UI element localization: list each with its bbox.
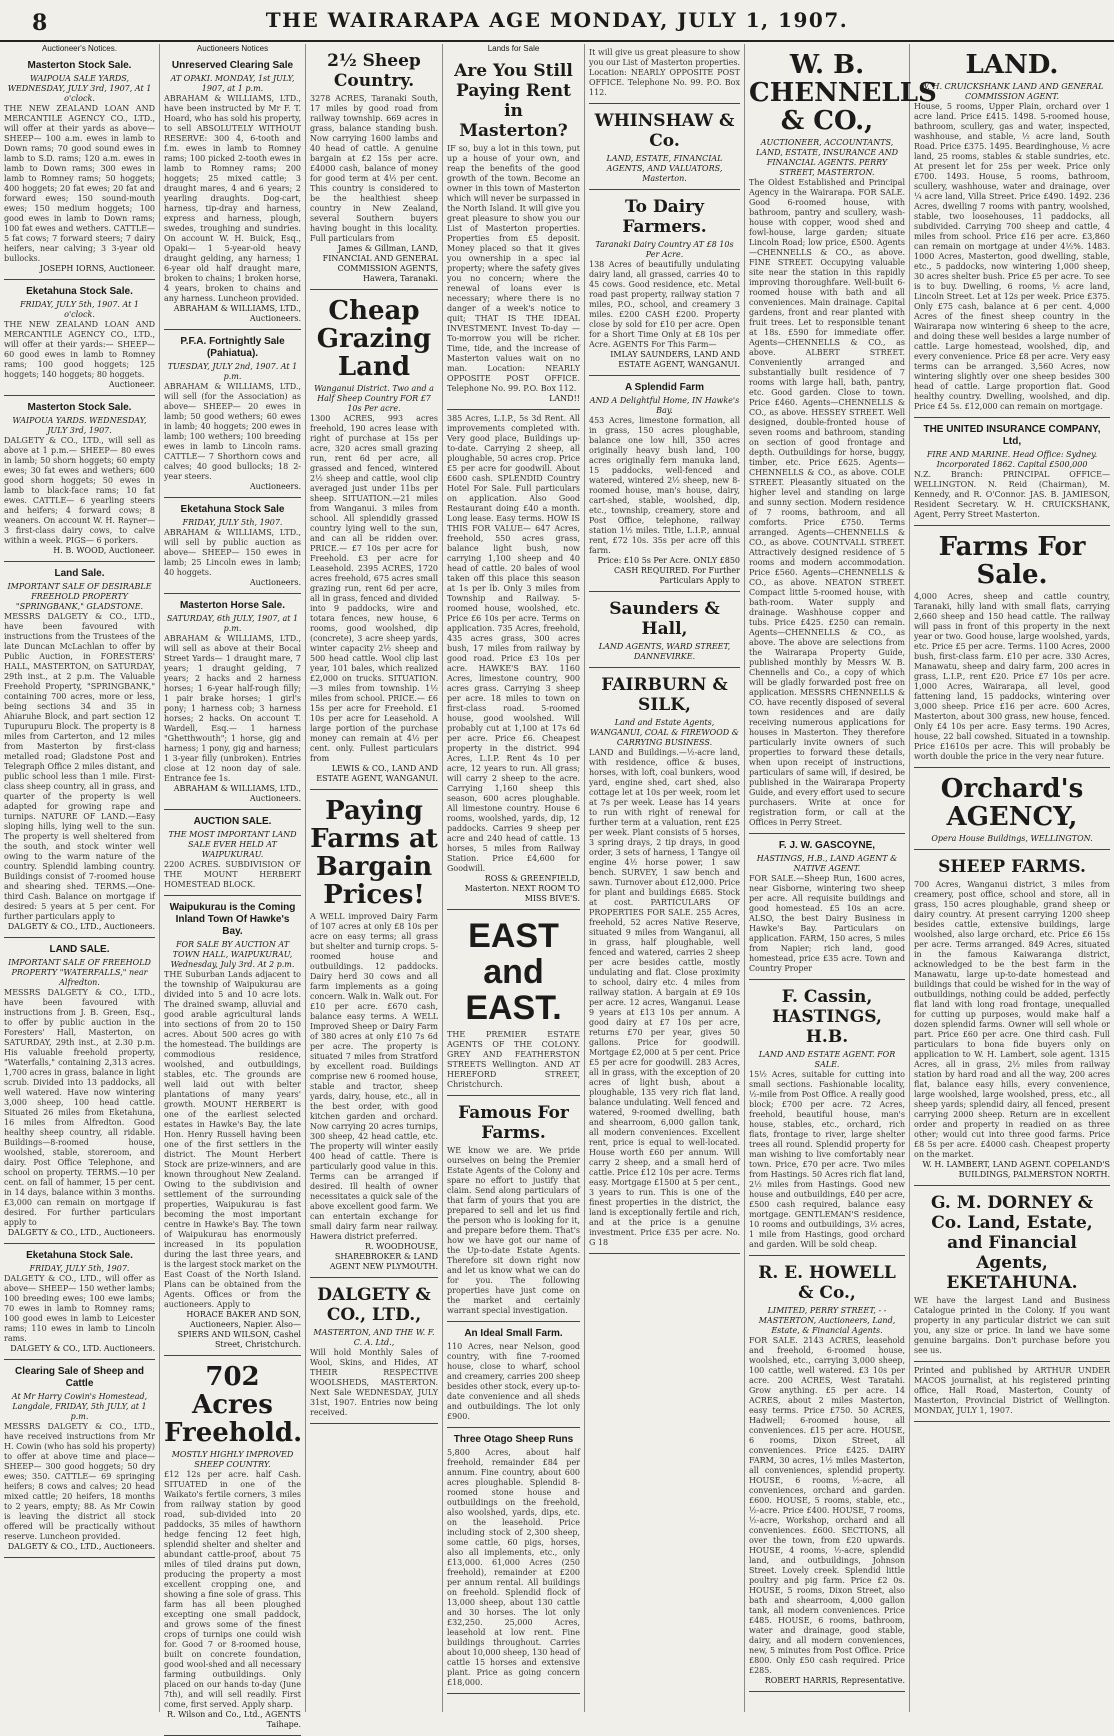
advertisement	[4, 1360, 155, 1558]
ad-heading: An Ideal Small Farm.	[464, 1328, 563, 1339]
ad-subheading: LAND AND ESTATE AGENT. FOR SALE.	[758, 1050, 896, 1069]
ad-body: It will give us great pleasure to show you our List of Masterton properties. Location: NEARLY OPPOSITE POST OFFICE. Telephone No. 99. P.O. Box 112.	[589, 48, 740, 97]
ad-subheading: HASTINGS, H.B., LAND AGENT & NATIVE AGENT.	[756, 854, 898, 873]
ad-body: 453 Acres, limestone formation, all in grass, 150 acres ploughable, balance one low hill, 350 acres originally heavy bush land, 100 acres originally fern manuka land, 15 paddocks, well-fenced and watered, wintered 2½ sheep, new 8-roomed house, man's house, dairy, cart-shed, stable, woolshed, dip, etc., township, creamery, store and Post Office, telephone, railway station 1½ miles. Title, L.I.P., annual rent, £72 10s. 35s per acre off this farm.	[589, 416, 740, 555]
ad-subheading: Opera House Buildings, WELLINGTON.	[931, 834, 1093, 843]
ad-body: THE Suburban Lands adjacent to the township of Waipukurau are divided into 5 and 10 acre lots. The drained swamp, alluvial and good arable agricultural lands into sections of from 20 to 150 acres. About 500 acres go with the homestead. The buildings are commodious residence, woolshed, and outbuildings, stables, etc. The grounds are well laid out with belter plantations of many years' growth. MOUNT HERBERT is one of the earliest selected estates in Hawke's Bay, the late Hon. Henry Russell having been one of the first settlers in the district. The Mount Herbert Stock are prize-winners, and are known throughout New Zealand. Owing to the subdivision and settlement of the surrounding properties, Waipukurau is fast becoming the most important centre in Hawke's Bay. The town of Waipukurau has enormously increased in its population during the last three years, and is the largest stock market on the East Coast of the North Island. Plans can be obtained from the Agents. Offices or from the auctioneers. Apply to	[164, 970, 301, 1309]
ad-heading: Eketahuna Stock Sale.	[26, 286, 133, 297]
ad-heading: Three Otago Sheep Runs	[453, 1434, 574, 1445]
ad-heading: Masterton Stock Sale.	[27, 402, 132, 413]
ad-signature: Auctioneers.	[249, 482, 301, 491]
ad-subheading: AUCTIONEER, ACCOUNTANTS, LAND, ESTATE, INSURANCE AND FINANCIAL AGENTS. PERRY STREET, MASTERTON.	[755, 138, 898, 177]
ad-heading: DALGETY & CO., LTD.,	[317, 1285, 431, 1325]
ad-signature: DALGETY & CO., LTD., Auctioneers.	[7, 922, 155, 931]
advertisement	[164, 54, 301, 330]
ad-body: 1300 ACRES, 993 acres freehold, 190 acres lease with right of purchase at 15s per acre, 320 acres small grazing run, rent 6d per acre, all grassed and fenced, wintered 2½ sheep and cattle, wool clip averaged just under 11bs per sheep. SITUATION.—21 miles from Wanganui. 3 miles from school. All splendidly grassed country lying well to the sun, and can all be ridden over. PRICE.— £7 10s per acre for Freehold. £3 per acre for Leasehold. 2395 ACRES, 1720 acres freehold, 675 acres small grazing run, rent 6d per acre, all in grass, fenced and divided into 9 paddocks, wire and totara fences, new house, 6 rooms, good woolshed, dip (concrete), 3 acre sheep yards, winter capacity 2½ sheep and 500 head cattle. Wool clip last year, 101 bales, which realized £2,000 on trucks. SITUATION.—3 miles from township. 1½ miles from school. PRICE.— £6 15s per acre for Freehold. £1 10s per acre for Leasehold. A large portion of the purchase money can remain at 4½ per cent. only. Fullest particulars from	[310, 414, 438, 763]
ad-subheading: Land and Estate Agents, WANGANUI, COAL & FIREWOOD & CARRYING BUSINESS.	[590, 718, 739, 747]
ad-subheading: FRIDAY, JULY 5th, 1907.	[182, 518, 283, 527]
ad-subheading: MASTERTON, AND THE W. F. C. A. Ltd.,	[313, 1328, 435, 1347]
ad-signature: ROBERT HARRIS, Representative.	[764, 1676, 905, 1685]
ad-heading: Masterton Horse Sale.	[179, 600, 286, 611]
advertisement	[4, 1244, 155, 1360]
ad-body: 138 Acres of beautifully undulating dairy land, all grassed, carries 40 to 45 cows. Good residence, etc. Metal road past property, railway station 7 miles, P.O., school, and creamery 3 miles. £200 CASH £200. Property close by sold for £10 per acre. Open for a Short Time Only at £8 10s per Acre. AGENTS For This Farm—	[589, 260, 740, 349]
column-kicker: Auctioneers Notices	[196, 44, 269, 53]
ad-signature: Price: £10 5s Per Acre. ONLY £850 CASH REQUIRED. For Further Particulars Apply to	[597, 556, 740, 585]
ad-heading: Famous For Farms.	[458, 1103, 569, 1143]
ad-body: THE NEW ZEALAND LOAN AND MERCANTILE AGENCY CO., LTD., will offer at their yards:— SHEEP— 60 good ewes in lamb to Romney rams; 100 good hoggets; 125 hoggets; 140 hoggets; 80 hoggets.	[4, 320, 155, 379]
ad-subheading: THE MOST IMPORTANT LAND SALE EVER HELD AT WAIPUKURAU.	[168, 830, 297, 859]
ad-signature: ABRAHAM & WILLIAMS, LTD., Auctioneers.	[173, 784, 301, 803]
ad-heading: F. J. W. GASCOYNE,	[778, 840, 876, 851]
ad-body: A WELL improved Dairy Farm of 107 acres at only £8 10s per acre on easy terms; all grass but shelter and turnip crops. 5-roomed house and outbuildings. 12 paddocks. Dairy herd 30 cows and all farm implements as a going concern. Walk in. Walk out. For £10 per acre. £670 cash, balance easy terms. A WELL Improved Sheep or Dairy Farm of 380 acres at only £10 7s 6d per acre. The property is situated 7 miles from Stratford by excellent road. Buildings comprise new 6 roomed house, stable and tractor, sheep yards, dairy, house, etc., all in the best order, with good kitchen garden and orchard. Now carrying 20 acres turnips, 300 sheep, 42 head cattle, etc. The property will winter easily 400 head of cattle. There is particularly good value in this. Terms can be arranged if desired. Ill health of owner necessitates a quick sale of the above excellent good farm. We can entertain exchange for small dairy farm near railway. Hawera district preferred.	[310, 912, 438, 1241]
advertisement	[310, 290, 438, 790]
advertisement	[914, 526, 1110, 768]
ad-body: DALGETY & CO., LTD., will offer as above— SHEEP— 150 wether lambs; 100 breeding ewes; 100 ewe lambs; 70 ewes in lamb to Romney rams; 100 good ewes in lamb to Leicester rams; 110 ewes in lamb to Lincoln rams.	[4, 1274, 155, 1343]
ad-subheading: Wanganui District. Two and a Half Sheep Country FOR £7 10s Per acre.	[314, 384, 434, 413]
ad-signature: R. Wilson and Co., Ltd., AGENTS Taihape.	[166, 1710, 301, 1729]
ad-body: ABRAHAM & WILLIAMS, LTD., have been instructed by Mr F. T. Hoard, who has sold his property, to sell ABSOLUTELY WITHOUT RESERVE: 300 4, 6-tooth and f.m. ewes in lamb to Romney rams; 100 picked 2-tooth ewes in lamb to Romney rams; 200 hoggets; 25 mixed cattle; 3 draught mares, 4 and 6 years; 2 yearling draughts. Dog-cart, harness, tip-dray and harness, express and harness, plough, swedes, troughing and sundries. On account W. H. Buick, Esq., Opaki— 1 5-year-old heavy draught gelding, any harness; 1 6-year old half draught mare, broken to chains; 1 broken horse, 4 years, broken to chains and any harness. Luncheon provided.	[164, 94, 301, 303]
ad-body: IF so, buy a lot in this town, put up a house of your own, and reap the benefits of the good growth of the town. Become an owner in this town of Masterton which will never be surpassed in the North Island. It will give you great pleasure to show you our List of Masterton properties. Properties from £5 deposit. Money placed so that it gives you ownership in a spec ial property; where the safety gives you no concern; where the renewal of loans ever is necessary; where there is no danger of a week's notice to quit; THAT IS THE IDEAL INVESTMENT. Invest To-day — To-morrow you will be richer. Time, tide, and the increase of Masterton values wait on no man. Location: NEARLY OPPOSITE POST OFFICE. Telephone No. 99. P.O. Box 112.	[447, 144, 580, 393]
ad-subheading: IMPORTANT SALE OF FREEHOLD PROPERTY "WATERFALLS," near Alfredton.	[8, 958, 151, 987]
ad-heading: P.F.A. Fortnightly Sale (Pahiatua).	[180, 336, 285, 359]
ad-body: 385 Acres, L.I.P., 5s 3d Rent. All improvements completed with. Very good place, Buildings up-to-date. Carrying 2 sheep, all ploughable, 50 acres crop. Price £5 per acre for goodwill. About £600 cash. SPLENDID Country Hotel For Sale. Full particulars on application. Also Good Restaurant doing £40 a month. Long lease. Easy terms. HOW IS THIS FOR VALUE— 647 Acres, freehold, 550 acres grass, balance light bush, now carrying 1,100 sheep and 40 head of cattle. 20 bales of wool taken off this place this season at 1s per lb. Only 3 miles from Township and Railway. 5-roomed house, woolshed, etc. Price £6 10s per acre. Terms on application. 735 Acres, freehold, 435 acres grass, 300 acres bush, 17 miles from railway by good road. Price £3 10s per acre. HAWKE'S BAY. 1160 Acres, limestone country, 900 acres grass. Carrying 3 sheep per acre. 18 miles to town on first-class road. 5-roomed house, good woolshed. Will probably cut at 1,100 at 17s 6d per acre. Price £6. Cheapest property in the district. 994 Acres, L.I.P. Rent 4s 10 per acre, 12 years to run. All grass; will carry 2 sheep to the acre. Carrying 1,160 sheep this season, 600 acres ploughable. All limestone country. House 6 rooms, woolshed, yards, dip, 12 paddocks. Carries 9 sheep per acre and 240 head of cattle. 13 horses, 5 miles from Railway Station. Price £4,600 for Goodwill.	[447, 414, 580, 873]
ad-signature: HORACE BAKER AND SON, Auctioneers, Napier. Also— SPIERS AND WILSON, Cashel Street, Christchurch.	[177, 1310, 301, 1349]
column-6	[745, 44, 937, 1712]
ad-heading: R. E. HOWELL & Co.,	[758, 1263, 896, 1303]
advertisement	[164, 810, 301, 896]
ad-subheading: WAIPOUA SALE YARDS, WEDNESDAY, JULY 3rd, 1907, At 1 o'clock.	[7, 74, 152, 103]
ad-body: 5,800 Acres, about half freehold, remainder £84 per annum. Fine country, about 600 acres ploughable. Splendid 8-roomed stone house and outbuildings on the freehold, also woolshed, yards, dips, etc. on the leasehold. Price including stock of 2,300 sheep, some cattle, 60 pigs, horses, also all implements, etc., only £13,000. 61,000 Acres (250 freehold), remainder at £200 per annum rental. All buildings on freehold. Splendid flock of 13,000 sheep, about 130 cattle and 30 horses. The lot only £32,250. 25,000 Acres, leasehold at low rent. Fine buildings throughout. Carries about 10,000 sheep, 130 head of cattle 15 horses and extensive plant. Price as going concern £18,000.	[447, 1448, 580, 1687]
ad-subheading: LIMITED, PERRY STREET, - - MASTERTON, Auctioneers, Land, Estate, & Financial Agents.	[758, 1306, 896, 1335]
advertisement	[914, 850, 1110, 1186]
ad-subheading: SATURDAY, 6th JULY, 1907, at 1 p.m.	[166, 614, 299, 633]
ad-heading: LAND SALE.	[49, 944, 110, 955]
column-4	[443, 44, 585, 1712]
masthead	[0, 0, 1114, 42]
ad-subheading: WAIPOUA YARDS. WEDNESDAY, JULY 3rd, 1907.	[12, 416, 147, 435]
advertisement	[589, 104, 740, 190]
ad-subheading: At Mr Harry Cowin's Homestead, Langdale, FRIDAY, 5th JULY, at 1 p.m.	[11, 1392, 148, 1421]
advertisement	[749, 980, 905, 1256]
ad-body: MESSRS DALGETY & CO., LTD., have received instructions from Mr H. Cowin (who has sold his property) to offer at above time and place— SHEEP— 300 good hoggets; 50 dry ewes; 350. CATTLE— 69 springing heifers; 8 cows and calves; 20 head mixed cattle; 20 heifers, 18 months to 2 years, empty; 88. As Mr Cowin is leaving the district all stock offered will be practically without reserve. Luncheon provided.	[4, 1422, 155, 1541]
ad-body: 4,000 Acres, sheep and cattle country, Taranaki, hilly land with small flats, carrying 2,660 sheep and 150 head cattle. The railway will pass in front of this property in the next year or two. Good house, large woolshed, yards, etc. Price £5 per acre. Terms. 1100 Acres, 2000 bush, first-class farm. £10 per acre. 330 Acres, Manawatu, sheep and dairy farm, 200 acres in grass, L.I.P., rent £20. Price £7 10s per acre. 1,000 Acres, Wairarapa, all level, good fattening land, 15 paddocks, wintering over 3,000 sheep. Price £16 per acre. 600 Acres, Masterton, about 300 grass, new house, fenced. Only £4 10s per acre. Easy terms. 190 Acres, house, 22 ball cowshed. Situated in a township. Price £1610s per acre. This will probably be worth double the price in the very near future.	[914, 592, 1110, 761]
advertisement	[589, 190, 740, 376]
advertisement	[589, 44, 740, 104]
ad-signature: W. H. LAMBERT, LAND AGENT. COPELAND'S BUILDINGS, PALMERSTON NORTH.	[922, 1160, 1110, 1179]
advertisement	[914, 1362, 1110, 1422]
ad-heading: Unreserved Clearing Sale	[171, 60, 294, 71]
advertisement	[914, 418, 1110, 526]
ad-body: 3278 ACRES, Taranaki South, 17 miles by good road from railway township. 669 acres in grass, balance standing bush. Now carrying 1600 lambs and 40 head of cattle. A genuine bargain at £2 15s per acre. £4000 cash, balance of money for good term at 4½ per cent. This country is considered to be the healthiest sheep country in New Zealand, several Southern buyers having bought in this locality. Full particulars from	[310, 94, 438, 243]
ad-heading: G. M. DORNEY & Co. Land, Estate, and Financial Agents, EKETAHUNA.	[931, 1193, 1093, 1293]
advertisement	[447, 410, 580, 910]
column-kicker: Lands for Sale	[487, 44, 540, 53]
ad-signature: H. B. WOOD, Auctioneer.	[53, 546, 155, 555]
advertisement	[914, 44, 1110, 418]
ad-subheading: W. H. CRUICKSHANK LAND AND GENERAL COMMISSION AGENT.	[920, 82, 1104, 101]
ad-subheading: FOR SALE BY AUCTION AT TOWN HALL, WAIPUKURAU, Wednesday, July 3rd. At 2 p.m.	[170, 940, 295, 969]
ad-heading: F. Cassin, HASTINGS, H.B.	[772, 987, 882, 1047]
advertisement	[447, 1428, 580, 1694]
ad-subheading: FRIDAY, JULY 5th, 1907. At 1 o'clock.	[20, 300, 139, 319]
advertisement	[589, 668, 740, 1254]
ad-heading: AUCTION SALE.	[193, 816, 272, 827]
ad-signature: ROSS & GREENFIELD, Masterton. NEXT ROOM TO MISS BIVE'S.	[464, 874, 580, 903]
ad-body: MESSRS DALGETY & CO., LTD., have been favoured with instructions from J. B. Green, Esq., to offer by public auction in the Foresters' Hall, Masterton, on SATURDAY, 29th inst., at 2.30 p.m. His valuable freehold property, "Waterfalls," containing 2,313 acres. 1,700 acres in grass, balance in light scrub. Divided into 13 paddocks, all well watered. Have now wintering 3,000 sheep, 100 head cattle. Situated 26 miles from Eketahuna, 16 miles from Alfredton. Good healthy sheep country, all ridable. Buildings—8-roomed house, woolshed, stable, storeroom, and dairy. Post Office Telephone, and school on property. TERMS.—10 per cent. on fall of hammer, 15 per cent. in 14 days, balance within 3 months. £3,000 can remain on mortgage if desired. For further particulars apply to	[4, 988, 155, 1227]
ad-signature: LAND!!	[549, 394, 580, 403]
ad-subheading: MOSTLY HIGHLY IMPROVED SHEEP COUNTRY.	[171, 1450, 294, 1469]
advertisement	[749, 44, 937, 834]
advertisement	[310, 790, 438, 1278]
ad-body: ABRAHAM & WILLIAMS, LTD., will sell by public auction as above— SHEEP— 150 ewes in lamb; 25 Lincoln ewes in lamb; 40 hoggets.	[164, 528, 301, 577]
ad-heading: Cheap Grazing Land	[316, 296, 432, 382]
ad-signature: LEWIS & CO., LAND AND ESTATE AGENT, WANGANUI.	[316, 764, 438, 783]
advertisement	[4, 396, 155, 562]
ad-heading: Saunders & Hall,	[609, 599, 720, 639]
advertisement	[164, 498, 301, 594]
ad-heading: Paying Farms at Bargain Prices!	[310, 796, 438, 910]
ad-body: FOR SALE. 2143 ACRES, leasehold and freehold, 6-roomed house, woolshed, etc., carrying 3,000 sheep, 100 cattle, well watered. £3 10s per acre. 200 ACRES, West Taratahi. Grow anything. £5 per acre. 14 ACRES, about 2 miles Masterton, easy terms. Price £750. 50 ACRES, Hadwell; 6-roomed house, all conveniences. £15 per acre. HOUSE, 6 rooms, Dixon Street, all conveniences. Price £425. DAIRY FARM, 30 acres, 1½ miles Masterton, all conveniences, splendid property. HOUSE, 6 rooms, ½-acre, all conveniences, orchard and garden. £600. HOUSE, 5 rooms, stable, etc., ½-acre. Price £400. HOUSE, 7 rooms, ½-acre, Workshop, orchard and all conveniences. £600. SECTIONS, all over the town, from £20 upwards. HOUSE, 4 rooms, ½-acre, splendid land, and outbuildings, Johnson Street. Lovely creek. Splendid little poultry and pig farm. Price £2 0s. HOUSE, 5 rooms, Dixon Street, also bath and shearroom, 4,000 gallon tank, all modern conveniences. Price £485. HOUSE, 6 rooms, bathroom, water and drainage, good stable, dairy, and all modern conveniences, new, 5 minutes from Post Office. Price £800. Only £50 cash required. Price £285.	[749, 1336, 905, 1675]
advertisement	[589, 592, 740, 668]
ad-signature: DALGETY & CO., LTD. Auctioneers.	[10, 1344, 155, 1353]
ad-signature: James & Gillman, LAND, FINANCIAL AND GENERAL COMMISSION AGENTS, Hawera, Taranaki.	[322, 244, 438, 283]
ad-signature: Auctioneers.	[249, 578, 301, 587]
advertisement	[447, 1322, 580, 1428]
advertisement	[749, 1256, 905, 1692]
column-3	[306, 44, 443, 1712]
ad-heading: Masterton Stock Sale.	[27, 60, 132, 71]
ad-body: 110 Acres, near Nelson, good country, with fine 7-roomed house, close to wharf, school and creamery, carries 200 sheep besides other stock, every up-to-date convenience and all sheds and outbuildings. The lot only £900.	[447, 1342, 580, 1421]
advertisement	[749, 834, 905, 980]
advertisement	[164, 1356, 301, 1736]
ad-body: Will hold Monthly Sales of Wool, Skins, and Hides, AT THEIR RESPECTIVE WOOLSHEDS, MASTERTON. Next Sale WEDNESDAY, JULY 31st, 1907. Entries now being received.	[310, 1348, 438, 1417]
ad-body: House, 5 rooms, Upper Plain, orchard over 1 acre land. Price £415. 1498. 5-roomed house, bathroom, scullery, gas and water, inspected, washhouse, and stable, ½ acre land, South Road. Price £375. 1495. Beardinghouse, ½ acre land, 25 rooms, stables & stable sundries, etc. At present let for 25s per week. Price only £700. 1493. House, 5 rooms, bathroom, scullery, washhouse, water and drainage, over ¼ acre land, Villa Street. Price £490. 1492. 236 Acres, dwelling 7 rooms with pantry, woolshed, stable, two loosehouses, 11 paddocks, all subdivided. Carrying 700 sheep and cattle, 4 miles from school. Price £16 per acre. £3,860 can remain on mortgage at under 4½%. 1483. 1000 Acres, Masterton, good dwelling, stable, etc., 5 paddocks, now wintering 1,000 sheep, 30 acres shelter bush. Price £5 per acre. To see is to buy. Dwelling, 6 rooms, ½ acre land, Lincoln Street. Let at 12s per week. Price £375. Only £75 cash, balance at 6 per cent. 4,000 Acres of the finest sheep country in the Wairarapa now wintering 6 sheep to the acre, and doing these well besides a large number of cattle. Large homestead, woolshed, dip, and every convenience. Price £8 per acre. Very easy terms can be arranged. 3,560 Acres, now wintering slightly over one sheep besides 300 head of cattle. Large proportion flat. Good healthy country. Dwelling, woolshed, and dip. Price £4 5s. £12,000 can remain on mortgage.	[914, 102, 1110, 411]
advertisement	[914, 768, 1110, 850]
ad-heading: THE UNITED INSURANCE COMPANY, Ltd,	[923, 424, 1101, 447]
advertisement	[589, 376, 740, 592]
advertisement	[310, 44, 438, 290]
ad-subheading: Taranaki Dairy Country AT £8 10s Per Acre.	[595, 240, 734, 259]
advertisement	[447, 910, 580, 1096]
advertisement	[310, 1278, 438, 1424]
column-1	[0, 44, 160, 1712]
ad-heading: Eketahuna Stock Sale.	[26, 1250, 133, 1261]
column-kicker: Auctioneer's Notices.	[42, 44, 117, 53]
ad-heading: Orchard's AGENCY,	[940, 774, 1084, 832]
ad-subheading: FRIDAY, JULY 5th, 1907.	[29, 1264, 130, 1273]
ad-heading: 702 Acres Freehold.	[164, 1362, 303, 1448]
ad-signature: IMLAY SAUNDERS, LAND AND ESTATE AGENT, WANGANUI.	[610, 350, 740, 369]
advertisement	[447, 54, 580, 410]
ad-body: N.Z. Branch: PRINCIPAL OFFICE—WELLINGTON. N. Reid (Chairman), M. Kennedy, and R. O'Connor. JAS. B. JAMIESON, Resident Secretary. W. H. CRUICKSHANK, Agent, Perry Street Masterton.	[914, 470, 1110, 519]
ad-body: 2200 ACRES. SUBDIVISION OF THE MOUNT HERBERT HOMESTEAD BLOCK.	[164, 860, 301, 889]
ad-heading: Land Sale.	[54, 568, 105, 579]
ad-body: THE NEW ZEALAND LOAN AND MERCANTILE AGENCY CO., LTD., will offer at their yards as above— SHEEP— 100 a.m. ewes in lamb to Down rams; 70 good sound ewes in lamb to S.D. rams; 120 a.m. ewes in lamb to Down rams; 300 ewes in lamb to Romney rams; 50 hoggets; 400 hoggets; 20 fat ewes; 20 fat and forward ewes; 150 sound-mouth ewes; 150 medium hoggets; 100 good ewes in lamb to Down rams; 100 fat ewes and wethers. CATTLE— 5 fat cows; 7 forward steers; 7 dairy heifers, near calving; 3 3-year old bullocks.	[4, 104, 155, 263]
advertisement	[4, 54, 155, 280]
ad-heading: LAND.	[965, 50, 1059, 80]
ad-body: ABRAHAM & WILLIAMS, LTD., will sell (for the Association) as above— SHEEP— 20 ewes in lamb; 50 good wethers; 60 ewes in lamb; 40 hoggets; 200 ewes in lamb; 100 wethers; 100 breeding ewes in lamb to Lincoln rams. CATTLE— 7 Shorthorn cows and calves; 40 good bullocks; 18 2-year steers.	[164, 382, 301, 481]
ad-body: The Oldest Established and Principal Agency in the Wairarapa. FOR SALE. Good 6-roomed house, with bathroom, pantry and scullery, wash-house with copper, wood shed and fowl-house, large garden; situate Lincoln Road; low price, £500. Agents—CHENNELLS & CO., as above. FINE STREET. Occupying valuable site near the station in this rapidly improving thoroughfare. Well-built 6-roomed house with bath and all conveniences. Main drainage. Capital gardens, front and rear planted with fruit trees. Let to responsible tenant at 18s. £590 for immediate offer. Agents—CHENNELLS & CO., as above. ALBERT STREET. Conveniently arranged and substantially built residence of 7 rooms with large hall, bath, pantry, etc. Good garden. Close to town. Price £460. Agents—CHENNELLS & CO., as above. HESSEY STREET. Well designed, double-fronted house of seven rooms and bathroom, standing on section of good frontage and depth. Outbuildings for horse, buggy, timber, etc. Price £625. Agents—CHENNELLS & CO., as above. COLE STREET. Pleasantly situated on the higher level and standing on large and sunny section. Modern residence of 7 rooms, bathroom, and all comforts. Price £750. Terms arranged. Agents—CHENNELLS & CO., as above. COUNTVALL STREET. Attractively designed residence of 5 rooms and modern accommodation. Price £560. Agents—CHENNELLS & CO., as above. NEATON STREET. Compact little 5-roomed house, with bath-room. Water supply and drainage. Washhouse copper and tubs. Price £425. £250 can remain. Agents—CHENNELLS & CO., as above. The above are selections from the Wairarapa Property Guide, published monthly by Messrs W. B. Chennells and Co., a copy of which will be gladly forwarded post free on application. MESSRS CHENNELLS & CO. have recently disposed of several town residences and are daily receiving numerous applications for houses in Masterton. They therefore particularly invite owners of such properties to forward these details, when upon receipt of instructions, particulars of same will, if desired, be published in the Wairarapa Property Guide, and every effort used to secure purchasers. Write at once for registration form, or call at the Offices in Perry Street.	[749, 178, 905, 827]
ad-body: FOR SALE.—Sheep Run, 1600 acres, near Gisborne, wintering two sheep per acre. All requisite buildings and good homestead. £5 10s an acre. ALSO, the best Dairy Business in Hawke's Bay. Particulars on application. FARM, 150 acres, 5 miles from Napier; rich land, good homestead, price £35 acre. Town and Country Proper	[749, 874, 905, 973]
ad-subheading: TUESDAY, JULY 2nd, 1907. At 1 p.m.	[167, 362, 298, 381]
ad-signature: DALGETY & CO., LTD., Auctioneers.	[7, 1228, 155, 1237]
ad-body: ABRAHAM & WILLIAMS, LTD., will sell as above at their Bocal Street Yards— 1 draught mare, 7 years; 1 draught gelding, 7 years; 2 hacks and 2 harness horses; 1 6-year half-rough filly; 1 pair brake horses; 1 girl's pony; 1 harness cob; 3 harness horses; 2 hacks. On account T. Wardell, Esq.— 1 harness "Ghetthwouth"; 1 horse, gig and harness; 1 pony, gig and harness; 1 3-year filly (unbroken). Entries close at 12 noon day of sale. Entrance fee 1s.	[164, 634, 301, 783]
ad-heading: Clearing Sale of Sheep and Cattle	[15, 1366, 144, 1389]
ad-signature: ABRAHAM & WILLIAMS, LTD., Auctioneers.	[173, 304, 301, 323]
ad-subheading: FIRE AND MARINE. Head Office: Sydney. Incorporated 1862. Capital £500,000	[926, 450, 1098, 469]
advertisement	[164, 896, 301, 1356]
ad-body: 15½ Acres, suitable for cutting into small sections. Fashionable locality, ½-mile from Post Office. A really good block; £700 per acre. 72 Acres, freehold, beautiful house, man's house, stables, etc., orchard, rich flats, frontage to river, large shelter trees all round. Splendid property for man wishing to live comfortably near town. Price, £70 per acre. Two miles from Hastings. 50 Acres rich flat land, 2½ miles from Hastings. Good new house and outbuildings, £40 per acre, £500 cash required, balance easy mortgage. GENTLEMAN'S residence, 10 rooms and outbuildings, 3½ acres, 1 mile from Hastings, good orchard and garden. Will be sold cheap.	[749, 1070, 905, 1249]
ad-heading: 2½ Sheep Country.	[327, 51, 421, 91]
ad-heading: A Splendid Farm	[624, 382, 705, 393]
advertisement	[164, 594, 301, 810]
ad-heading: Farms For Sale.	[938, 532, 1086, 590]
advertisement	[447, 1096, 580, 1322]
ad-subheading: LAND, ESTATE, FINANCIAL AGENTS, AND VALUATORS, Masterton.	[606, 154, 723, 183]
ad-subheading: LAND AGENTS, WARD STREET, DANNEVIRKE.	[598, 642, 731, 661]
ad-heading: WHINSHAW & Co.	[594, 111, 735, 151]
ad-body: DALGETY & CO., LTD., will sell as above at 1 p.m.— SHEEP— 80 ewes in lamb; 50 shorn hoggets; 60 empty ewes; 30 fat ewes and wethers; 600 good shorn hoggets; 50 ewes in lamb to black-face rams; 10 fat ewes. CATTLE— 6 yearling steers and heifers; 4 forward cows; 8 weaners. On account W. H. Rayner— 3 first-class dairy cows, to calve within a week. PIGS— 6 porkers.	[4, 436, 155, 545]
ad-body: £12 12s per acre. half Cash. SITUATED in one of the Waikato's fertile corners, 3 miles from railway station by good road, sub-divided into 20 paddocks, 35 miles of hawthorn hedge fencing 12 feet high, splendid shelter and shelter and abundant cattle-proof, about 75 miles of tiled drains put down, producing the property a most excellent cropping one, and showing a fine sole of grass. This farm has all been ploughed excepting one small paddock, and grows some of the finest crops of turnips one could wish for. Good 7 or 8-roomed house, built on concrete foundation, good wool-shed and all necessary farming outbuildings. Only placed on our hands to-day (June 7th), and will sell readily. First come, first served. Apply sharp.	[164, 1470, 301, 1709]
ad-body: WE have the largest Land and Business Catalogue printed in the Colony. If you want property in any particular district we can suit you, any size or price. In land we have some genuine bargains. Don't purchase before you see us.	[914, 1296, 1110, 1355]
column-7	[910, 44, 1114, 1712]
ad-body: LAND and Buildings.—½-acre land, with residence, office & buses, horses, with loft, coal bunkers, wood yard, engine shed, cart shed, also cottage let at 10s per week, room let at 7s per week. Lease has 14 years to run with right of renewal for further term at a valuation, rent £25 per week. Plant consists of 5 horses, 3 spring drays, 2 tip drays, in good order, 3 sets of harness, 1 Tangye oil engine 4½ horse power, 1 saw bench. SURVEY, 1 saw bench and sawn. Turnover about £12,000. Price for plant and buildings £685. Stock at cost. PARTICULARS OF PROPERTIES FOR SALE. 255 Acres, freehold, 52 acres Native Reserve, situated 9 miles from Wanganui, all in grass, half ploughable, well fenced and watered, carries 2 sheep per acre besides cattle, mostly undulating and flat. Close proximity to school, dairy etc. 4 miles from railway station. A bargain at £9 10s per acre. 12 acres, Wanganui. Lease 9 years at £13 10s per annum. A good dairy at £7 10s per acre, returns £70 per year, gives 50 gallons. Price for goodwill. Mortgage £2,000 at 5 per cent. Price £5 per acre for goodwill. 283 Acres, all in grass, with the exception of 20 acres of light bush, about a ploughable, 135 very rich flat land, balance undulating. Well fenced and watered, 9-roomed dwelling, bath and shearroom, 6,000 gallon tank, all modern conveniences. Excellent rent, price is equal to well-located. House worth £60 per annum. Will carry 2 sheep, and a small herd of cattle. Price £12 10s per acre. Terms easy. Mortgage £1500 at 5 per cent., 3 years to run. This is one of the finest properties in the district, the land is exceptionally fertile and rich, and at the price is a genuine investment. Price £35 per acre. No. G 18	[589, 748, 740, 1247]
ad-heading: Eketahuna Stock Sale	[180, 504, 285, 515]
ad-signature: Auctioneer.	[108, 380, 155, 389]
ad-heading: To Dairy Farmers.	[622, 197, 707, 237]
ad-heading: SHEEP FARMS.	[938, 857, 1086, 877]
ad-signature: R. WOODHOUSE, SHAREBROKER & LAND AGENT NEW PLYMOUTH.	[329, 1242, 438, 1271]
advertisement	[164, 330, 301, 498]
column-5	[585, 44, 745, 1712]
ad-subheading: IMPORTANT SALE OF DESIRABLE FREEHOLD PROPERTY "SPRINGBANK," GLADSTONE.	[7, 582, 152, 611]
page-number: 8	[32, 10, 48, 36]
advertisement	[4, 280, 155, 396]
columns	[0, 44, 1114, 1729]
column-2	[160, 44, 306, 1729]
ad-body: MESSRS DALGETY & CO., LTD., have been favoured with instructions from the Trustees of the late Duncan McLachlan to offer by Public Auction, in FORESTERS' HALL, MASTERTON, on SATURDAY, 29th inst., at 2 p.m. The Valuable Freehold Property, "SPRINGBANK," containing 700 acres, more or less, being sections 34 and 35 in Ahiaruhe Block, and part section 12 Tupurupuru Block. The property is 8 miles from Carterton, and 12 miles from Masterton by first-class metalled road; Gladstone Post and Telegraph Office 2 miles distant, and public school less than 1 mile. First-class sheep country, all in grass, and quarter of the property is well adapted for growing rape and turnips. NATURE OF LAND.—Easy sloping hills, lying well to the sun. The property is well sheltered from the south, and stock winter well owing to the warm nature of the country. Splendid lambing country. Buildings consist of 7-roomed house and shearing shed. TERMS.—One-third Cash. Balance on mortgage if desired: 5 years at 5 per cent. For further particulars apply to	[4, 612, 155, 921]
ad-heading: W. B. CHENNELLS & CO.,	[749, 50, 937, 136]
ad-heading: Are You Still Paying Rent in Masterton?	[454, 61, 573, 141]
ad-body: Printed and published by ARTHUR UNDER MACOS journalist, at his registered printing office, Hall Road, Masterton, County of Masterton, Provincial District of Wellington. MONDAY, JULY 1, 1907.	[914, 1366, 1110, 1415]
ad-heading: FAIRBURN & SILK,	[601, 675, 728, 715]
ad-heading: EAST and EAST.	[465, 917, 562, 1027]
ad-body: THE PREMIER ESTATE AGENTS OF THE COLONY. GREY AND FEATHERSTON STREETS Wellington. AND AT HEREFORD STREET, Christchurch.	[447, 1030, 580, 1089]
ad-signature: JOSEPH IORNS, Auctioneer.	[39, 264, 155, 273]
ad-subheading: AND A Delightful Home, IN Hawke's Bay.	[589, 396, 740, 415]
ad-signature: DALGETY & CO., LTD., Auctioneers.	[7, 1542, 155, 1551]
newspaper-title: THE WAIRARAPA AGE MONDAY, JULY 1, 1907.	[265, 8, 849, 32]
ad-body: 700 Acres, Wanganui district, 3 miles from creamery, post office, school and store, all in grass, 150 acres ploughable, grand sheep or dairy country. At present carrying 1200 sheep besides cattle, extensive buildings, large woolshed, also large orchard, etc. Price £6 15s per acre. Terms arranged. 849 Acres, situated in the famous Kaiwaranga district, acknowledged to be the best farm in the Manawatu, large up-to-date homestead and buildings that could be wished for in the way of outbuildings, nothing could be added, perfectly flat land with long road frontage, unequalled for cutting up purposes, would make half a dozen splendid farms. Owner will sell whole or part. Price £60 per acre. One third cash. Full particulars to bona fide buyers only on application to W. H. Lambert, sole agent. 1315 Acres, all in grass, 2½ miles from railway station by hard road and all the way, 200 acres flat, balance easy hills, every convenience, large woolshed, large woolshed, press, etc., all sheep yards; splendid dairy, all fenced, present carrying 2000 sheep. Return are in excellent order and property in readied on as three other; would cut into three good farms. Price £8 5s per acre. £4000 cash. Cheapest property on the market.	[914, 880, 1110, 1159]
advertisement	[4, 938, 155, 1244]
advertisement	[914, 1186, 1110, 1362]
ad-heading: Waipukurau is the Coming Inland Town Of Hawke's Bay.	[169, 902, 296, 937]
advertisement	[4, 562, 155, 938]
ad-subheading: AT OPAKI. MONDAY, 1st JULY, 1907, at 1 p.m.	[170, 74, 295, 93]
ad-body: WE know we are. We pride ourselves on being the Premier Estate Agents of the Colony and spare no effort to justify that claim. Send along particulars of that farm of yours that you are prepared to sell and let us find the person who is looking for it, and prepare before them. That's how we have got our name of the Up-to-date Estate Agents. Therefore sit down right now and let us know what we can do for you. The following properties have just come on the market and certainly warrant special investigation.	[447, 1146, 580, 1315]
